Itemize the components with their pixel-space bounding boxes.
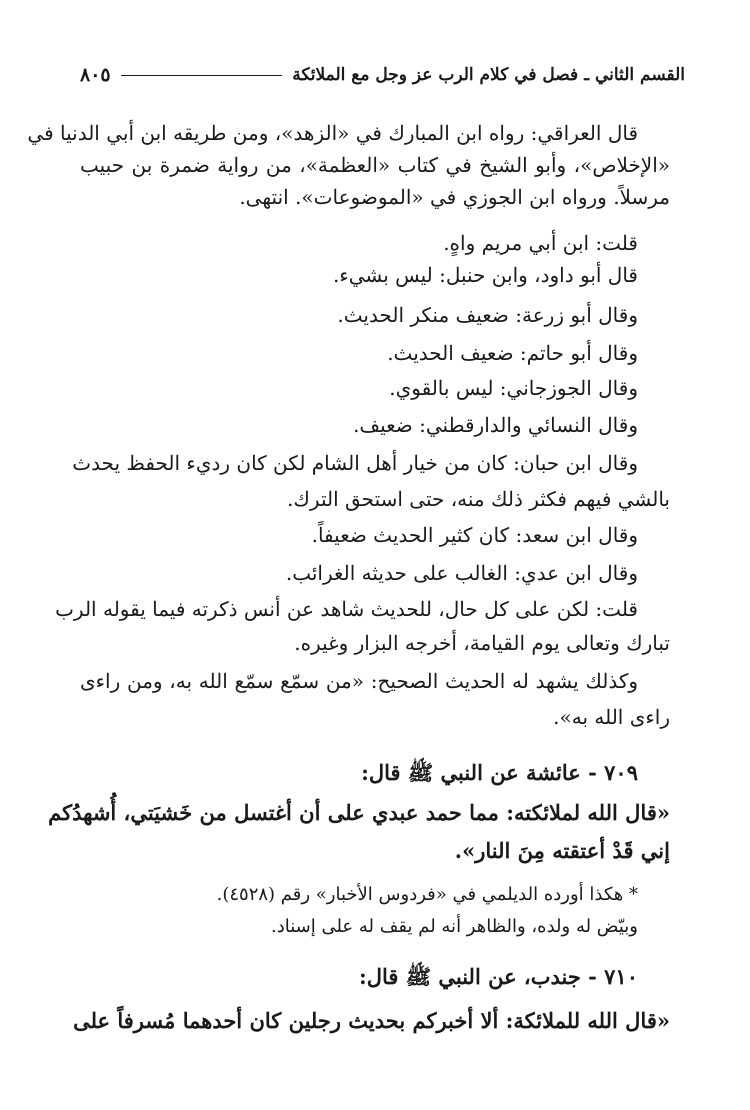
hadith-709-text: إني قَدْ أعتقته مِنَ النار». [454, 838, 670, 863]
text-line: وقال ابن عدي: الغالب على حديثه الغرائب. [285, 561, 638, 585]
hadith-709-note: * هكذا أورده الديلمي في «فردوس الأخبار» رقم (٤٥٢٨). [216, 884, 638, 905]
text-line: وقال أبو زرعة: ضعيف منكر الحديث. [337, 303, 638, 327]
text-line: وقال ابن سعد: كان كثير الحديث ضعيفاً. [311, 523, 638, 547]
hadith-709-text: «قال الله لملائكته: مما حمد عبدي على أن أغتسل من خَشيَتي، أُشهدُكم [48, 800, 670, 825]
header-divider [121, 75, 283, 76]
text-line: مرسلاً. ورواه ابن الجوزي في «الموضوعات». انتهى. [239, 185, 670, 209]
text-line: وقال ابن حبان: كان من خيار أهل الشام لكن كان رديء الحفظ يحدث [72, 451, 638, 475]
page-header [80, 58, 685, 92]
text-line: قلت: ابن أبي مريم واهٍ. [443, 231, 638, 255]
hadith-709-heading: ٧٠٩ - عائشة عن النبي ﷺ قال: [361, 760, 638, 785]
hadith-710-text: «قال الله للملائكة: ألا أخبركم بحديث رجلين كان أحدهما مُسرفاً على [73, 1008, 670, 1033]
header-title: القسم الثاني ـ فصل في كلام الرب عز وجل مع الملائكة [292, 65, 685, 85]
text-line: راءى الله به». [553, 705, 670, 729]
text-line: وقال الجوزجاني: ليس بالقوي. [389, 376, 638, 400]
page-number: ٨٠٥ [80, 64, 111, 86]
text-line: بالشي فيهم فكثر ذلك منه، حتى استحق الترك. [287, 487, 670, 511]
text-line: قال العراقي: رواه ابن المبارك في «الزهد»، ومن طريقه ابن أبي الدنيا في [27, 121, 638, 145]
text-line: وكذلك يشهد له الحديث الصحيح: «من سمّع سمّع الله به، ومن راءى [80, 669, 638, 693]
text-line: قلت: لكن على كل حال، للحديث شاهد عن أنس ذكرته فيما يقوله الرب [55, 597, 638, 621]
text-line: وقال النسائي والدارقطني: ضعيف. [353, 413, 638, 437]
text-line: قال أبو داود، وابن حنبل: ليس بشيء. [332, 263, 638, 287]
hadith-709-note: وبيّض له ولده، والظاهر أنه لم يقف له على إسناد. [271, 916, 638, 937]
text-line: وقال أبو حاتم: ضعيف الحديث. [387, 341, 638, 365]
text-line: «الإخلاص»، وأبو الشيخ في كتاب «العظمة»، من رواية ضمرة بن حبيب [80, 153, 670, 177]
text-line: تبارك وتعالى يوم القيامة، أخرجه البزار وغيره. [294, 631, 670, 655]
hadith-710-heading: ٧١٠ - جندب، عن النبي ﷺ قال: [358, 964, 638, 989]
